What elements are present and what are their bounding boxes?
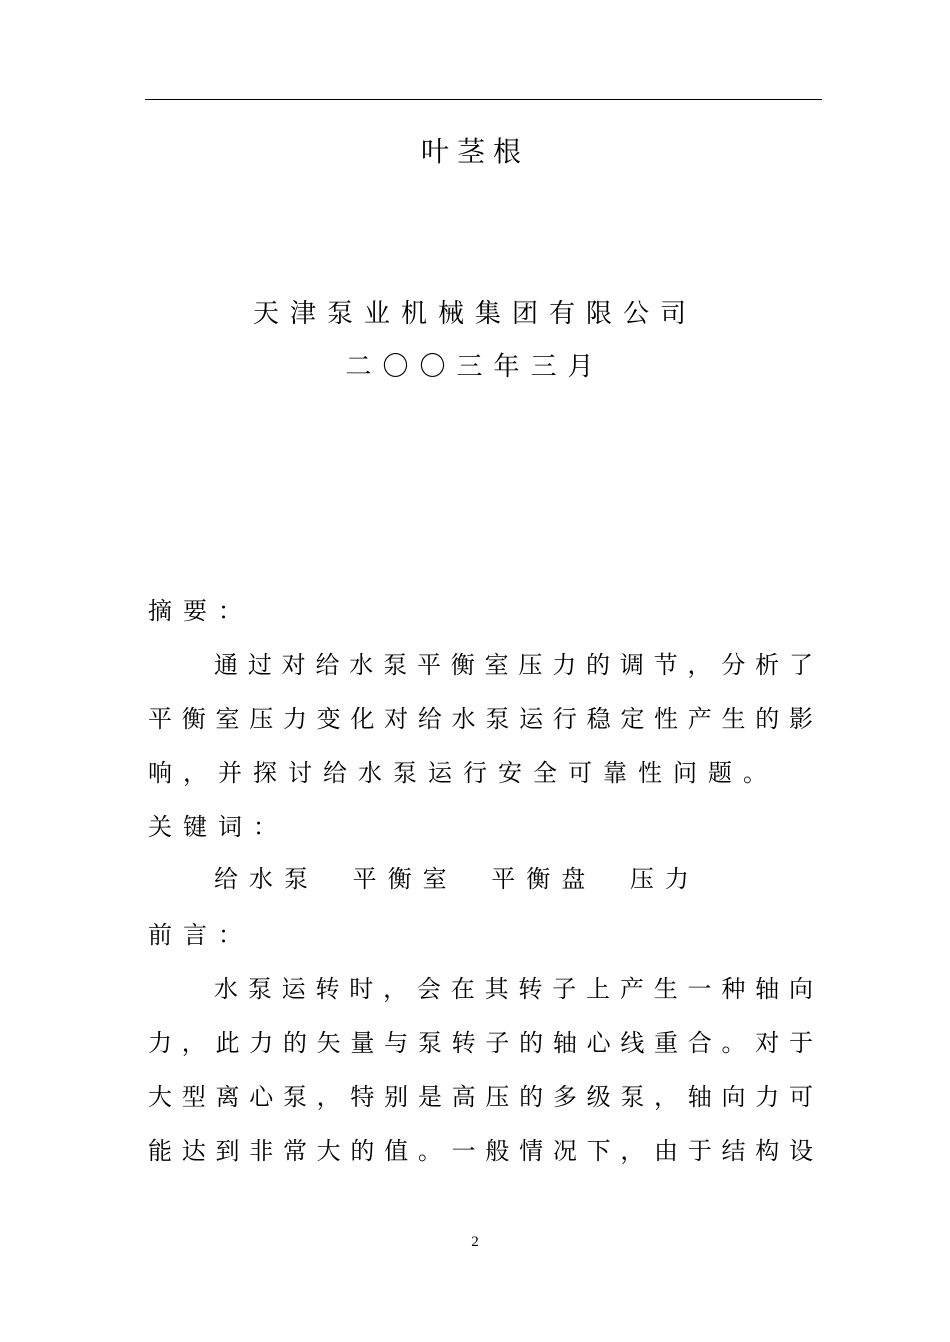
- preface-line: 水泵运转时，会在其转子上产生一种轴向: [214, 975, 813, 1003]
- abstract-line: 平衡室压力变化对给水泵运行稳定性产生的影: [148, 705, 813, 733]
- keyword-item: 平衡盘: [491, 865, 597, 893]
- keyword-item: 平衡室: [352, 865, 458, 893]
- keyword-item: 压力: [629, 865, 700, 893]
- organization-name: 天津泵业机械集团有限公司: [252, 299, 697, 329]
- preface-heading: 前言：: [148, 921, 253, 949]
- abstract-heading: 摘要：: [148, 597, 253, 625]
- page-number: 2: [471, 1234, 479, 1250]
- abstract-line: 响，并探讨给水泵运行安全可靠性问题。: [148, 759, 778, 787]
- preface-line: 大型离心泵，特别是高压的多级泵，轴向力可: [148, 1083, 813, 1111]
- header-rule: [145, 99, 822, 100]
- publication-date: 二〇〇三年三月: [345, 352, 605, 382]
- keywords-list: [214, 852, 726, 906]
- abstract-line: 通过对给水泵平衡室压力的调节，分析了: [214, 651, 813, 679]
- preface-line: 力，此力的矢量与泵转子的轴心线重合。对于: [148, 1029, 813, 1057]
- keywords-heading: 关键词：: [148, 813, 288, 841]
- preface-line: 能达到非常大的值。一般情况下，由于结构设: [148, 1137, 813, 1165]
- author-name: 叶茎根: [420, 135, 529, 168]
- keyword-item: 给水泵: [214, 865, 319, 893]
